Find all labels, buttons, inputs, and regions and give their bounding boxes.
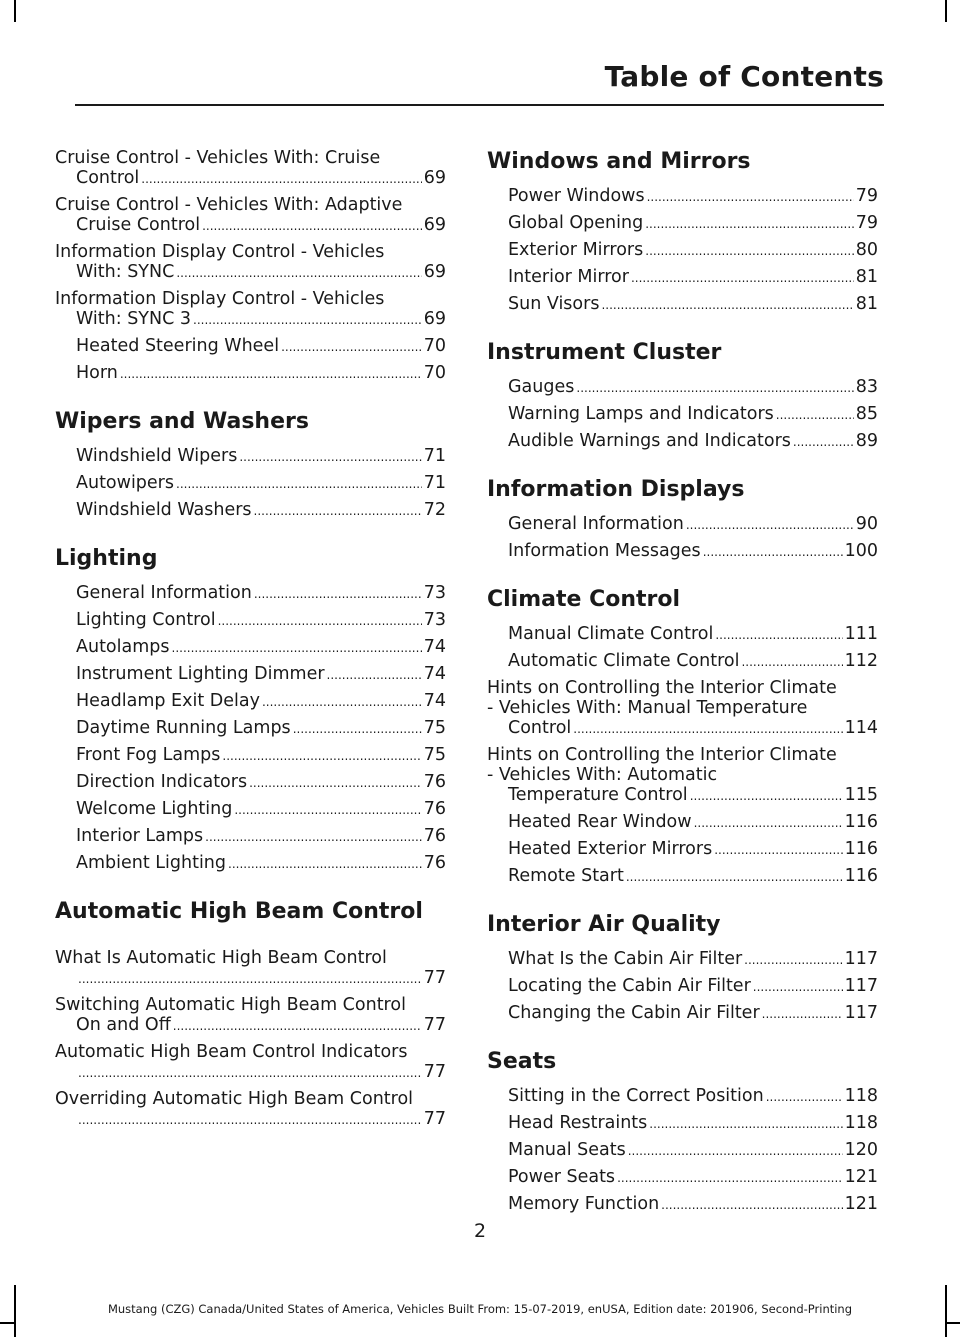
toc-entry-title: Interior Mirror bbox=[508, 267, 629, 287]
toc-entry-title: Switching Automatic High Beam Control bbox=[55, 995, 406, 1015]
toc-entry-title: Exterior Mirrors bbox=[508, 240, 644, 260]
toc-page-number: 72 bbox=[423, 500, 446, 520]
toc-entry-line bbox=[508, 240, 878, 261]
toc-entry-link[interactable] bbox=[55, 853, 446, 874]
toc-page-number: 77 bbox=[423, 968, 446, 988]
toc-entry-link[interactable] bbox=[55, 289, 446, 330]
dot-leader bbox=[628, 1141, 843, 1161]
toc-entry-title: Remote Start bbox=[508, 866, 624, 886]
toc-page-number: 81 bbox=[855, 267, 878, 287]
toc-page-number: 89 bbox=[855, 431, 878, 451]
toc-page-number: 69 bbox=[423, 262, 446, 282]
toc-page-number: 74 bbox=[423, 664, 446, 684]
toc-entry-link[interactable] bbox=[487, 678, 878, 739]
dot-leader bbox=[686, 515, 854, 535]
toc-entry-link[interactable] bbox=[487, 624, 878, 645]
header-rule bbox=[75, 104, 884, 106]
toc-group bbox=[55, 148, 446, 384]
toc-entry-title: Automatic Climate Control bbox=[508, 651, 740, 671]
toc-entry-link[interactable] bbox=[55, 148, 446, 189]
toc-entry-line bbox=[508, 213, 878, 234]
toc-page-number: 85 bbox=[855, 404, 878, 424]
toc-entry-link[interactable] bbox=[55, 718, 446, 739]
toc-entry-title: On and Off bbox=[76, 1015, 171, 1035]
toc-page-number: 76 bbox=[423, 826, 446, 846]
toc-entry-line bbox=[76, 772, 446, 793]
toc-entry-line bbox=[508, 186, 878, 207]
toc-entry-title: Hints on Controlling the Interior Climate bbox=[487, 745, 837, 765]
toc-entry-line bbox=[76, 691, 446, 712]
toc-entry-link[interactable] bbox=[55, 500, 446, 521]
toc-entry-link[interactable] bbox=[55, 948, 446, 989]
toc-entry-link[interactable] bbox=[487, 213, 878, 234]
toc-entry-link[interactable] bbox=[487, 651, 878, 672]
toc-entry-title: Heated Rear Window bbox=[508, 812, 692, 832]
toc-entry-line bbox=[508, 718, 878, 739]
toc-entry-title: Temperature Control bbox=[508, 785, 688, 805]
section-heading: Interior Air Quality bbox=[487, 912, 721, 937]
dot-leader bbox=[254, 501, 422, 521]
toc-column-left bbox=[55, 148, 446, 1136]
toc-entry-line bbox=[76, 500, 446, 521]
toc-page-number: 115 bbox=[844, 785, 878, 805]
toc-entry-link[interactable] bbox=[55, 583, 446, 604]
toc-entry-title: Head Restraints bbox=[508, 1113, 648, 1133]
toc-page-number: 73 bbox=[423, 610, 446, 630]
crop-mark bbox=[945, 0, 947, 22]
dot-leader bbox=[78, 1110, 422, 1130]
toc-page-number: 70 bbox=[423, 363, 446, 383]
toc-entry-title: Cruise Control - Vehicles With: Cruise bbox=[55, 148, 381, 168]
toc-entry-title: Automatic High Beam Control Indicators bbox=[55, 1042, 408, 1062]
toc-entry-title: Headlamp Exit Delay bbox=[76, 691, 260, 711]
dot-leader bbox=[141, 169, 421, 189]
dot-leader bbox=[647, 187, 854, 207]
toc-entry-link[interactable] bbox=[55, 826, 446, 847]
dot-leader bbox=[776, 405, 854, 425]
toc-page-number: 79 bbox=[855, 213, 878, 233]
toc-page-number: 112 bbox=[844, 651, 878, 671]
toc-page-number: 76 bbox=[423, 772, 446, 792]
dot-leader bbox=[228, 854, 422, 874]
toc-page-number: 79 bbox=[855, 186, 878, 206]
toc-group bbox=[487, 186, 878, 315]
toc-page-number: 71 bbox=[423, 473, 446, 493]
toc-entry-line bbox=[508, 812, 878, 833]
dot-leader bbox=[239, 447, 421, 467]
toc-entry-line bbox=[508, 514, 878, 535]
toc-entry-line bbox=[76, 1062, 446, 1083]
dot-leader bbox=[176, 263, 421, 283]
toc-entry-title: Control bbox=[76, 168, 140, 188]
dot-leader bbox=[626, 867, 843, 887]
dot-leader bbox=[631, 268, 854, 288]
dot-leader bbox=[281, 337, 422, 357]
section-heading: Automatic High Beam Control bbox=[55, 899, 423, 924]
toc-entry-link[interactable] bbox=[487, 1086, 878, 1107]
toc-entry-link[interactable] bbox=[487, 377, 878, 398]
toc-page-number: 69 bbox=[423, 168, 446, 188]
toc-entry-link[interactable] bbox=[487, 514, 878, 535]
toc-entry-link[interactable] bbox=[487, 240, 878, 261]
toc-page-number: 69 bbox=[423, 309, 446, 329]
toc-entry-line bbox=[76, 363, 446, 384]
toc-entry-line bbox=[76, 799, 446, 820]
dot-leader bbox=[617, 1168, 843, 1188]
page-number: 2 bbox=[473, 1220, 487, 1242]
toc-page-number: 118 bbox=[844, 1113, 878, 1133]
toc-entry-link[interactable] bbox=[55, 772, 446, 793]
toc-group bbox=[55, 446, 446, 521]
toc-page-number: 76 bbox=[423, 853, 446, 873]
toc-entry-link[interactable] bbox=[55, 195, 446, 236]
toc-entry-title: Daytime Running Lamps bbox=[76, 718, 291, 738]
toc-page-number: 116 bbox=[844, 866, 878, 886]
toc-group bbox=[487, 514, 878, 562]
toc-entry-line bbox=[76, 583, 446, 604]
toc-entry-title: Changing the Cabin Air Filter bbox=[508, 1003, 760, 1023]
dot-leader bbox=[573, 719, 842, 739]
toc-entry-title: Windshield Wipers bbox=[76, 446, 238, 466]
toc-entry-link[interactable] bbox=[55, 242, 446, 283]
toc-entry-link[interactable] bbox=[487, 404, 878, 425]
toc-entry-title: - Vehicles With: Manual Temperature bbox=[487, 698, 808, 718]
toc-entry-line bbox=[76, 664, 446, 685]
toc-entry-link[interactable] bbox=[487, 745, 878, 806]
toc-page-number: 74 bbox=[423, 691, 446, 711]
toc-entry-title: Heated Exterior Mirrors bbox=[508, 839, 713, 859]
toc-entry-line bbox=[76, 473, 446, 494]
dot-leader bbox=[753, 977, 843, 997]
dot-leader bbox=[205, 827, 422, 847]
dot-leader bbox=[645, 241, 853, 261]
toc-entry-link[interactable] bbox=[55, 363, 446, 384]
dot-leader bbox=[249, 773, 422, 793]
dot-leader bbox=[172, 638, 422, 658]
dot-leader bbox=[714, 840, 842, 860]
dot-leader bbox=[120, 364, 422, 384]
toc-entry-title: Ambient Lighting bbox=[76, 853, 227, 873]
toc-page-number: 116 bbox=[844, 812, 878, 832]
section-heading: Information Displays bbox=[487, 477, 745, 502]
toc-entry-line bbox=[76, 215, 446, 236]
page-footer: Mustang (CZG) Canada/United States of America, Vehicles Built From: 15-07-2019, enUSA, Edition date: 201906, Second-Printing bbox=[107, 1302, 853, 1316]
toc-entry-line bbox=[508, 651, 878, 672]
toc-entry-title: Instrument Lighting Dimmer bbox=[76, 664, 325, 684]
dot-leader bbox=[293, 719, 422, 739]
toc-page-number: 114 bbox=[844, 718, 878, 738]
toc-entry-line bbox=[76, 853, 446, 874]
toc-page-number: 121 bbox=[844, 1167, 878, 1187]
toc-entry-line bbox=[76, 610, 446, 631]
toc-entry-title: Front Fog Lamps bbox=[76, 745, 221, 765]
toc-entry-line bbox=[76, 826, 446, 847]
dot-leader bbox=[193, 310, 422, 330]
toc-entry-link[interactable] bbox=[55, 664, 446, 685]
toc-entry-title: Autolamps bbox=[76, 637, 170, 657]
toc-entry-line bbox=[508, 294, 878, 315]
toc-entry-title: Cruise Control bbox=[76, 215, 201, 235]
toc-entry-line bbox=[76, 262, 446, 283]
toc-entry-title: Autowipers bbox=[76, 473, 174, 493]
toc-entry-link[interactable] bbox=[487, 866, 878, 887]
toc-entry-link[interactable] bbox=[55, 336, 446, 357]
dot-leader bbox=[645, 214, 854, 234]
toc-group bbox=[55, 583, 446, 874]
toc-entry-title: Memory Function bbox=[508, 1194, 660, 1214]
toc-entry-line bbox=[76, 637, 446, 658]
section-heading: Climate Control bbox=[487, 587, 681, 612]
toc-entry-title: Cruise Control - Vehicles With: Adaptive bbox=[55, 195, 403, 215]
toc-entry-line bbox=[508, 1003, 878, 1024]
toc-entry-title: Interior Lamps bbox=[76, 826, 204, 846]
toc-entry-line bbox=[508, 1086, 878, 1107]
toc-page-number: 73 bbox=[423, 583, 446, 603]
section-heading: Windows and Mirrors bbox=[487, 149, 751, 174]
toc-entry-title: What Is the Cabin Air Filter bbox=[508, 949, 743, 969]
toc-entry-title: Control bbox=[508, 718, 572, 738]
toc-entry-title: Manual Climate Control bbox=[508, 624, 714, 644]
toc-page-number: 120 bbox=[844, 1140, 878, 1160]
toc-entry-title: Welcome Lighting bbox=[76, 799, 233, 819]
toc-entry-link[interactable] bbox=[487, 294, 878, 315]
section-heading: Instrument Cluster bbox=[487, 340, 722, 365]
toc-entry-link[interactable] bbox=[487, 267, 878, 288]
toc-entry-link[interactable] bbox=[487, 812, 878, 833]
dot-leader bbox=[649, 1114, 842, 1134]
toc-entry-line bbox=[508, 404, 878, 425]
toc-entry-line bbox=[508, 1140, 878, 1161]
dot-leader bbox=[703, 542, 843, 562]
toc-entry-link[interactable] bbox=[487, 949, 878, 970]
toc-page-number: 121 bbox=[844, 1194, 878, 1214]
toc-entry-link[interactable] bbox=[55, 610, 446, 631]
toc-page-number: 117 bbox=[844, 976, 878, 996]
toc-page-number: 118 bbox=[844, 1086, 878, 1106]
toc-entry-link[interactable] bbox=[487, 186, 878, 207]
section-heading: Seats bbox=[487, 1049, 557, 1074]
toc-entry-title: Information Display Control - Vehicles bbox=[55, 242, 385, 262]
toc-entry-line bbox=[76, 968, 446, 989]
dot-leader bbox=[262, 692, 422, 712]
toc-page-number: 75 bbox=[423, 718, 446, 738]
toc-entry-title: Audible Warnings and Indicators bbox=[508, 431, 791, 451]
toc-group bbox=[487, 949, 878, 1024]
toc-entry-title: Information Messages bbox=[508, 541, 701, 561]
toc-entry-line bbox=[508, 976, 878, 997]
toc-entry-title: Manual Seats bbox=[508, 1140, 626, 1160]
toc-page-number: 111 bbox=[844, 624, 878, 644]
dot-leader bbox=[741, 652, 842, 672]
dot-leader bbox=[234, 800, 421, 820]
toc-entry-line bbox=[508, 785, 878, 806]
toc-entry-title: With: SYNC 3 bbox=[76, 309, 191, 329]
toc-page-number: 77 bbox=[423, 1109, 446, 1129]
toc-group bbox=[487, 377, 878, 452]
toc-entry-link[interactable] bbox=[487, 1113, 878, 1134]
toc-entry-link[interactable] bbox=[55, 745, 446, 766]
toc-entry-link[interactable] bbox=[487, 1003, 878, 1024]
toc-entry-link[interactable] bbox=[55, 799, 446, 820]
toc-entry-line bbox=[76, 1109, 446, 1130]
dot-leader bbox=[78, 969, 422, 989]
toc-entry-link[interactable] bbox=[487, 839, 878, 860]
toc-entry-line bbox=[508, 866, 878, 887]
toc-entry-link[interactable] bbox=[487, 1194, 878, 1215]
dot-leader bbox=[694, 813, 843, 833]
toc-page-number: 77 bbox=[423, 1015, 446, 1035]
toc-entry-line bbox=[76, 168, 446, 189]
toc-page-number: 117 bbox=[844, 1003, 878, 1023]
toc-entry-title: Global Opening bbox=[508, 213, 644, 233]
toc-entry-link[interactable] bbox=[55, 995, 446, 1036]
toc-entry-link[interactable] bbox=[55, 1042, 446, 1083]
toc-entry-line bbox=[76, 446, 446, 467]
dot-leader bbox=[218, 611, 422, 631]
toc-entry-link[interactable] bbox=[55, 691, 446, 712]
dot-leader bbox=[222, 746, 421, 766]
toc-entry-title: What Is Automatic High Beam Control bbox=[55, 948, 387, 968]
toc-entry-line bbox=[508, 839, 878, 860]
toc-page-number: 76 bbox=[423, 799, 446, 819]
dot-leader bbox=[766, 1087, 843, 1107]
dot-leader bbox=[78, 1063, 422, 1083]
toc-entry-title: - Vehicles With: Automatic bbox=[487, 765, 718, 785]
toc-entry-title: Heated Steering Wheel bbox=[76, 336, 280, 356]
toc-entry-line bbox=[76, 745, 446, 766]
toc-entry-line bbox=[76, 718, 446, 739]
dot-leader bbox=[173, 1016, 422, 1036]
dot-leader bbox=[715, 625, 842, 645]
toc-entry-link[interactable] bbox=[55, 1089, 446, 1130]
toc-entry-title: General Information bbox=[508, 514, 684, 534]
toc-page-number: 77 bbox=[423, 1062, 446, 1082]
toc-page-number: 74 bbox=[423, 637, 446, 657]
crop-mark bbox=[0, 1322, 14, 1324]
toc-page-number: 75 bbox=[423, 745, 446, 765]
toc-page-number: 116 bbox=[844, 839, 878, 859]
toc-entry-title: Overriding Automatic High Beam Control bbox=[55, 1089, 414, 1109]
dot-leader bbox=[762, 1004, 843, 1024]
section-heading: Wipers and Washers bbox=[55, 409, 309, 434]
toc-entry-line bbox=[508, 1167, 878, 1188]
toc-entry-line bbox=[508, 377, 878, 398]
page-title: Table of Contents bbox=[604, 60, 884, 93]
toc-entry-title: Locating the Cabin Air Filter bbox=[508, 976, 751, 996]
toc-entry-line bbox=[76, 309, 446, 330]
dot-leader bbox=[576, 378, 853, 398]
toc-entry-title: General Information bbox=[76, 583, 252, 603]
dot-leader bbox=[202, 216, 422, 236]
toc-page-number: 80 bbox=[855, 240, 878, 260]
toc-entry-title: Direction Indicators bbox=[76, 772, 248, 792]
dot-leader bbox=[254, 584, 422, 604]
crop-mark bbox=[946, 1322, 960, 1324]
toc-entry-link[interactable] bbox=[487, 1167, 878, 1188]
toc-page-number: 117 bbox=[844, 949, 878, 969]
toc-page-number: 81 bbox=[855, 294, 878, 314]
toc-entry-link[interactable] bbox=[55, 446, 446, 467]
toc-entry-title: Sitting in the Correct Position bbox=[508, 1086, 764, 1106]
toc-entry-link[interactable] bbox=[487, 976, 878, 997]
dot-leader bbox=[744, 950, 842, 970]
toc-group bbox=[487, 1086, 878, 1215]
dot-leader bbox=[793, 432, 854, 452]
toc-entry-title: Information Display Control - Vehicles bbox=[55, 289, 385, 309]
toc-entry-link[interactable] bbox=[487, 431, 878, 452]
toc-page-number: 69 bbox=[423, 215, 446, 235]
toc-column-right bbox=[487, 148, 878, 1221]
toc-entry-line bbox=[508, 267, 878, 288]
toc-entry-title: Windshield Washers bbox=[76, 500, 252, 520]
toc-entry-link[interactable] bbox=[487, 1140, 878, 1161]
dot-leader bbox=[601, 295, 853, 315]
toc-entry-line bbox=[508, 1194, 878, 1215]
toc-entry-line bbox=[508, 949, 878, 970]
toc-entry-link[interactable] bbox=[55, 473, 446, 494]
section-heading: Lighting bbox=[55, 546, 158, 571]
toc-entry-line bbox=[76, 1015, 446, 1036]
dot-leader bbox=[176, 474, 422, 494]
toc-page-number: 71 bbox=[423, 446, 446, 466]
toc-entry-link[interactable] bbox=[55, 637, 446, 658]
toc-page-number: 83 bbox=[855, 377, 878, 397]
toc-entry-title: Power Seats bbox=[508, 1167, 616, 1187]
toc-entry-line bbox=[508, 624, 878, 645]
toc-page-number: 70 bbox=[423, 336, 446, 356]
crop-mark bbox=[14, 0, 16, 22]
toc-entry-title: Sun Visors bbox=[508, 294, 600, 314]
dot-leader bbox=[690, 786, 843, 806]
toc-group bbox=[487, 624, 878, 887]
dot-leader bbox=[661, 1195, 842, 1215]
toc-entry-title: Horn bbox=[76, 363, 118, 383]
dot-leader bbox=[327, 665, 422, 685]
toc-entry-line bbox=[76, 336, 446, 357]
toc-page-number: 100 bbox=[844, 541, 878, 561]
toc-entry-line bbox=[508, 541, 878, 562]
toc-entry-title: Hints on Controlling the Interior Climate bbox=[487, 678, 837, 698]
toc-entry-link[interactable] bbox=[487, 541, 878, 562]
toc-entry-line bbox=[508, 431, 878, 452]
toc-entry-title: With: SYNC bbox=[76, 262, 175, 282]
toc-entry-line bbox=[508, 1113, 878, 1134]
toc-entry-title: Gauges bbox=[508, 377, 575, 397]
toc-entry-title: Lighting Control bbox=[76, 610, 216, 630]
toc-page-number: 90 bbox=[855, 514, 878, 534]
toc-group bbox=[55, 948, 446, 1130]
toc-entry-title: Warning Lamps and Indicators bbox=[508, 404, 774, 424]
toc-entry-title: Power Windows bbox=[508, 186, 645, 206]
